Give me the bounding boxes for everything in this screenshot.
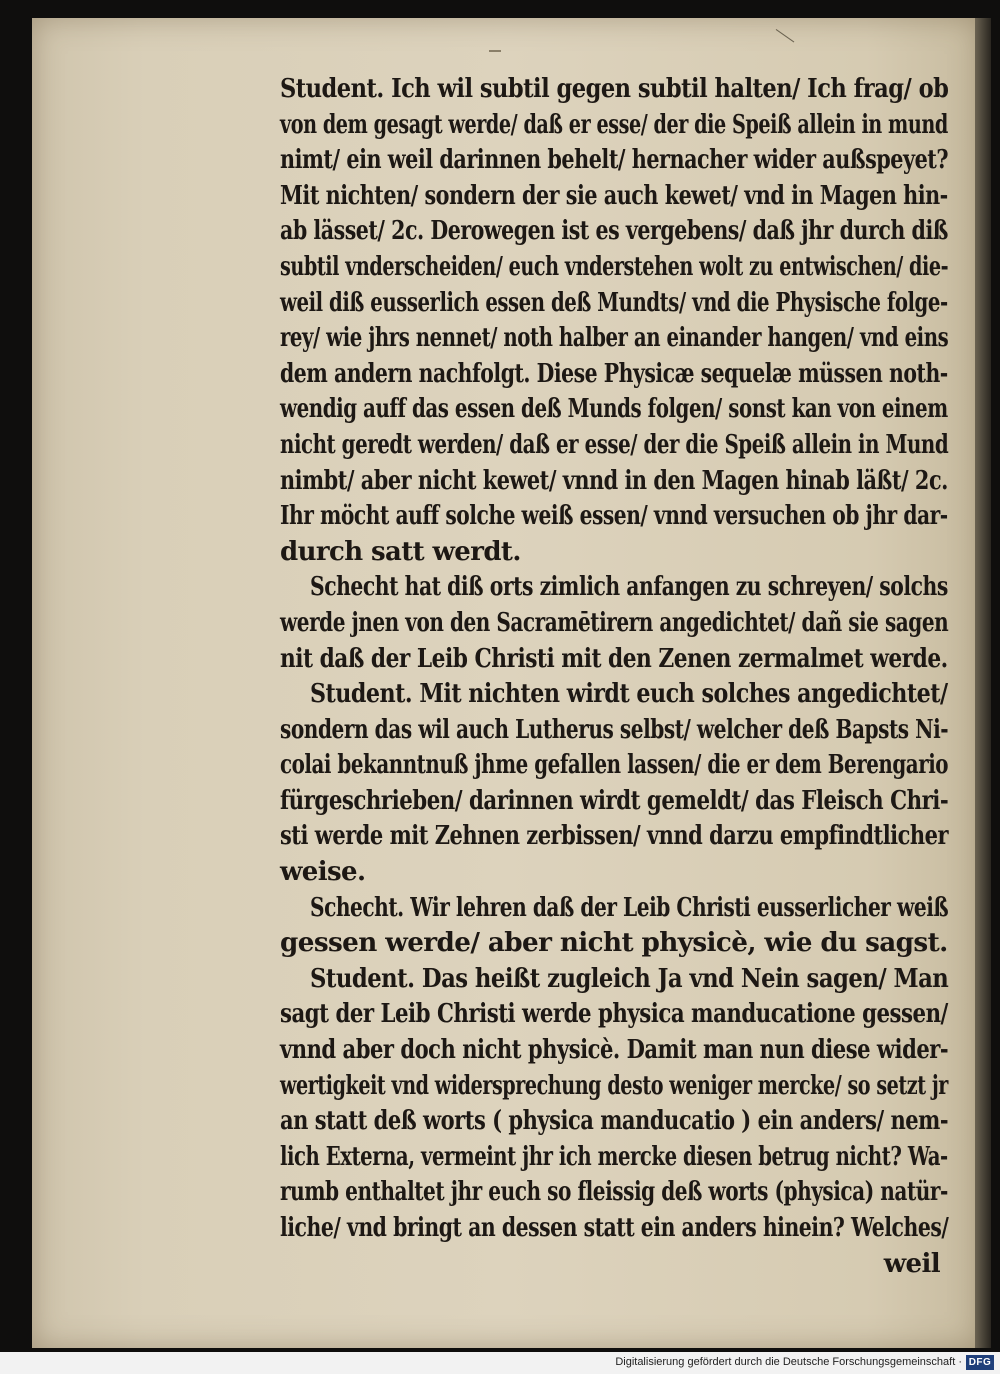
text-line: fürgeschrieben/ darinnen wirdt gemeldt/ das Fleisch Chri-	[280, 785, 949, 816]
text-line: subtil vnderscheiden/ euch vnderstehen wolt zu entwischen/ die-	[280, 251, 949, 282]
page-text	[280, 72, 948, 1282]
text-line: Student. Ich wil subtil gegen subtil halten/ Ich frag/ ob	[280, 74, 949, 104]
text-line: nimt/ ein weil darinnen behelt/ hernacher wider außspeyet?	[280, 145, 949, 176]
text-line: weise.	[280, 857, 366, 888]
text-line: vnnd aber doch nicht physicè. Damit man nun diese wider-	[280, 1035, 949, 1066]
text-line: nicht geredt werden/ daß er esse/ der die Speiß allein in Mund	[280, 429, 949, 460]
text-line: ab lässet/ 2c. Derowegen ist es vergebens/ daß jhr durch diß	[280, 216, 948, 247]
text-line: Schecht. Wir lehren daß der Leib Christi eusserlicher weiß	[310, 892, 949, 923]
text-line: sti werde mit Zehnen zerbissen/ vnnd darzu empfindtlicher	[280, 821, 949, 852]
text-line: Mit nichten/ sondern der sie auch kewet/ vnd in Magen hin-	[280, 180, 948, 211]
text-line: Schecht hat diß orts zimlich anfangen zu schreyen/ solchs	[310, 572, 948, 603]
text-line: sagt der Leib Christi werde physica manducatione gessen/	[280, 999, 948, 1030]
page-edge	[975, 18, 991, 1348]
text-line: rey/ wie jhrs nennet/ noth halber an einander hangen/ vnd eins	[280, 323, 949, 354]
text-line: weil diß eusserlich essen deß Mundts/ vnd die Physische folge-	[280, 287, 948, 318]
text-line: Student. Mit nichten wirdt euch solches angedichtet/	[310, 679, 948, 710]
text-line: liche/ vnd bringt an dessen statt ein anders hinein? Welches/	[280, 1213, 949, 1243]
text-line: nimbt/ aber nicht kewet/ vnnd in den Magen hinab läßt/ 2c.	[280, 465, 948, 496]
text-line: an statt deß worts ( physica manducatio ) ein anders/ nem-	[280, 1106, 949, 1137]
text-line: Student. Das heißt zugleich Ja vnd Nein sagen/ Man	[310, 963, 949, 994]
text-line: von dem gesagt werde/ daß er esse/ der die Speiß allein in mund	[280, 109, 948, 140]
footer-bar	[0, 1352, 1000, 1374]
text-line: dem andern nachfolgt. Diese Physicæ sequelæ müssen noth-	[280, 358, 948, 389]
text-line: nit daß der Leib Christi mit den Zenen zermalmet werde.	[280, 643, 948, 674]
text-line: wertigkeit vnd widersprechung desto weniger mercke/ so setzt jr	[280, 1070, 948, 1101]
funding-notice: Digitalisierung gefördert durch die Deutsche Forschungsgemeinschaft ·	[615, 1356, 962, 1368]
text-line: sondern das wil auch Lutherus selbst/ welcher deß Bapsts Ni-	[280, 714, 949, 745]
text-line: colai bekanntnuß jhme gefallen lassen/ die er dem Berengario	[280, 750, 949, 781]
text-line: wendig auff das essen deß Munds folgen/ sonst kan von einem	[280, 394, 948, 425]
page-mark	[489, 50, 501, 52]
text-line: rumb enthaltet jhr euch so fleissig deß worts (physica) natür-	[280, 1177, 948, 1208]
text-line: lich Externa, vermeint jhr ich mercke diesen betrug nicht? Wa-	[280, 1141, 948, 1172]
text-line: Ihr möcht auff solche weiß essen/ vnnd versuchen ob jhr dar-	[280, 501, 948, 532]
catchword: weil	[883, 1248, 940, 1279]
text-line: werde jnen von den Sacramētirern angedichtet/ dañ sie sagen	[280, 607, 949, 638]
text-line: durch satt werdt.	[280, 536, 521, 567]
dfg-logo: DFG	[966, 1355, 994, 1370]
text-line: gessen werde/ aber nicht physicè, wie du sagst.	[280, 928, 948, 959]
